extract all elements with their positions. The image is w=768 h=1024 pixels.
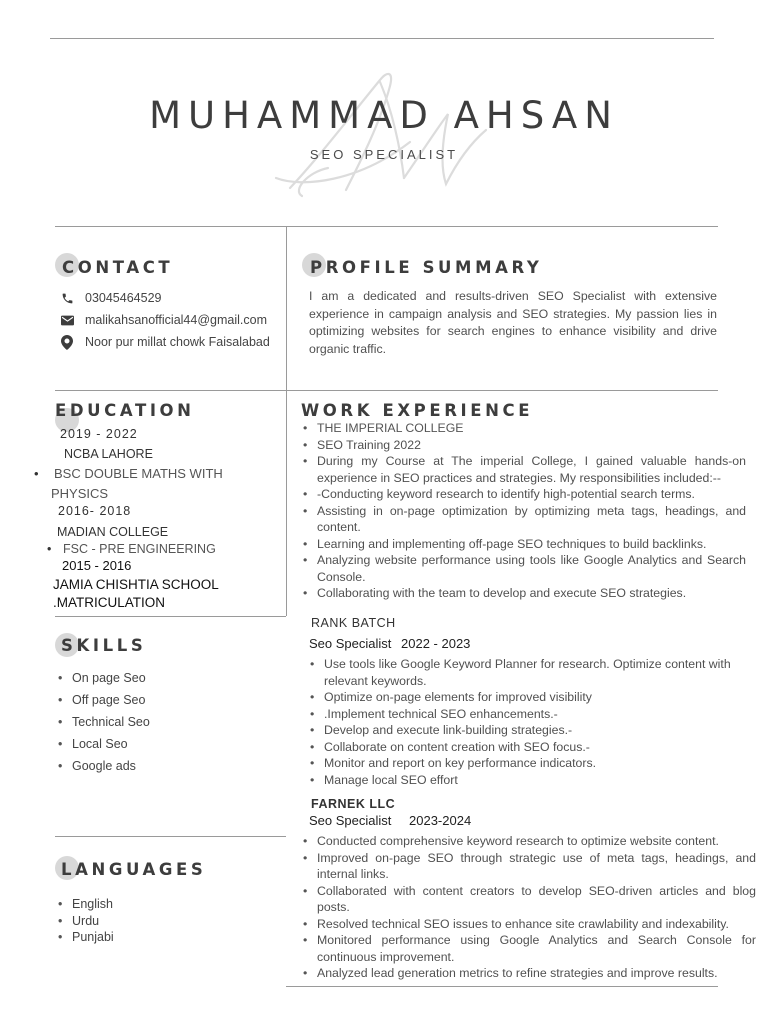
job2-years: 2022 - 2023 (401, 636, 471, 651)
work-item: • -Conducting keyword research to identify high-potential search terms. (303, 486, 746, 503)
top-divider (50, 38, 714, 39)
work-item: • Conducted comprehensive keyword research to optimize website content. (303, 833, 756, 850)
skill-item: • Off page Seo (58, 689, 150, 711)
job3-years: 2023-2024 (409, 813, 472, 828)
left-divider-1 (55, 616, 286, 617)
work-list-farnek (303, 833, 756, 982)
work-item: • Manage local SEO effort (310, 772, 740, 789)
skill-item: • On page Seo (58, 667, 150, 689)
education-years-2: 2016- 2018 (58, 504, 132, 518)
languages-heading: LANGUAGES (61, 860, 207, 879)
job3-role-title: Seo Specialist (309, 813, 392, 828)
work-item: • Monitored performance using Google Analytics and Search Console for continuous improvement. (303, 932, 756, 965)
left-divider-2 (55, 836, 286, 837)
language-item: • Punjabi (58, 929, 114, 946)
work-item: • Collaborating with the team to develop and execute SEO strategies. (303, 585, 746, 602)
education-degree-3: .MATRICULATION (53, 595, 166, 610)
job-title: SEO SPECIALIST (309, 147, 459, 162)
row-divider-1 (55, 390, 718, 391)
work-item: • .Implement technical SEO enhancements.- (310, 706, 740, 723)
work-list-rankbatch (310, 656, 740, 788)
header-divider (55, 226, 718, 227)
language-item: • Urdu (58, 913, 114, 930)
column-divider (286, 226, 287, 616)
profile-heading: PROFILE SUMMARY (310, 258, 543, 277)
contact-address (60, 335, 270, 349)
work-item: • SEO Training 2022 (303, 437, 746, 454)
work-item: • Collaborate on content creation with SEO focus.- (310, 739, 740, 756)
contact-heading: CONTACT (62, 258, 174, 277)
work-item: • Use tools like Google Keyword Planner for research. Optimize content with relevant keywords. (310, 656, 740, 689)
languages-list (58, 896, 114, 946)
work-item: • During my Course at The imperial College, I gained valuable hands-on experience in SEO practices and strategies. My responsibilities included:-- (303, 453, 746, 486)
contact-phone (60, 291, 161, 305)
work-list-imperial (303, 420, 746, 602)
work-item: • THE IMPERIAL COLLEGE (303, 420, 746, 437)
bottom-divider (286, 986, 718, 987)
education-heading: EDUCATION (55, 401, 195, 420)
skills-list (58, 667, 150, 777)
job3-role (309, 813, 471, 828)
work-item: • Optimize on-page elements for improved visibility (310, 689, 740, 706)
job2-role (309, 636, 470, 651)
address-text: Noor pur millat chowk Faisalabad (85, 335, 270, 349)
job2-company: RANK BATCH (311, 616, 396, 630)
location-pin-icon (60, 335, 74, 349)
work-item: • Improved on-page SEO through strategic use of meta tags, headings, and internal links. (303, 850, 756, 883)
phone-number[interactable]: 03045464529 (85, 291, 162, 305)
work-item: • Monitor and report on key performance indicators. (310, 755, 740, 772)
work-experience-heading: WORK EXPERIENCE (301, 401, 534, 420)
job2-role-title: Seo Specialist (309, 636, 392, 651)
language-item: • English (58, 896, 114, 913)
education-years-3: 2015 - 2016 (62, 558, 132, 573)
job3-company: FARNEK LLC (311, 797, 396, 811)
skill-item: • Technical Seo (58, 711, 150, 733)
work-item: • Resolved technical SEO issues to enhance site crawlability and indexability. (303, 916, 756, 933)
email-address[interactable]: malikahsanofficial44@gmail.com (85, 313, 267, 327)
education-institution-1: NCBA LAHORE (64, 447, 153, 461)
education-degree-2: FSC - PRE ENGINEERING (63, 542, 216, 556)
work-item: • Learning and implementing off-page SEO techniques to build backlinks. (303, 536, 746, 553)
work-item: • Analyzed lead generation metrics to refine strategies and improve results. (303, 965, 756, 982)
skill-item: • Local Seo (58, 733, 150, 755)
education-institution-2: MADIAN COLLEGE (57, 525, 169, 539)
skill-item: • Google ads (58, 755, 150, 777)
phone-icon (60, 291, 74, 305)
person-name: MUHAMMAD AHSAN (149, 94, 619, 137)
education-institution-3: JAMIA CHISHTIA SCHOOL (53, 577, 219, 592)
work-item: • Develop and execute link-building strategies.- (310, 722, 740, 739)
skills-heading: SKILLS (61, 636, 147, 655)
work-item: • Analyzing website performance using tools like Google Analytics and Search Console. (303, 552, 746, 585)
education-bullet-1: • (34, 466, 39, 481)
contact-email (60, 313, 267, 327)
education-bullet-2: • (47, 542, 52, 556)
education-degree-1a: BSC DOUBLE MATHS WITH (54, 466, 223, 481)
education-degree-1b: PHYSICS (51, 486, 109, 501)
work-item: • Assisting in on-page optimization by optimizing meta tags, headings, and content. (303, 503, 746, 536)
profile-summary-text: I am a dedicated and results-driven SEO Specialist with extensive experience in campaign analysis and SEO strategies. My passion lies in optimizing websites for search engines to enhance visibility and drive organic traffic. (309, 289, 717, 356)
mail-icon (60, 313, 74, 327)
education-years-1: 2019 - 2022 (60, 427, 138, 441)
work-item: • Collaborated with content creators to develop SEO-driven articles and blog posts. (303, 883, 756, 916)
